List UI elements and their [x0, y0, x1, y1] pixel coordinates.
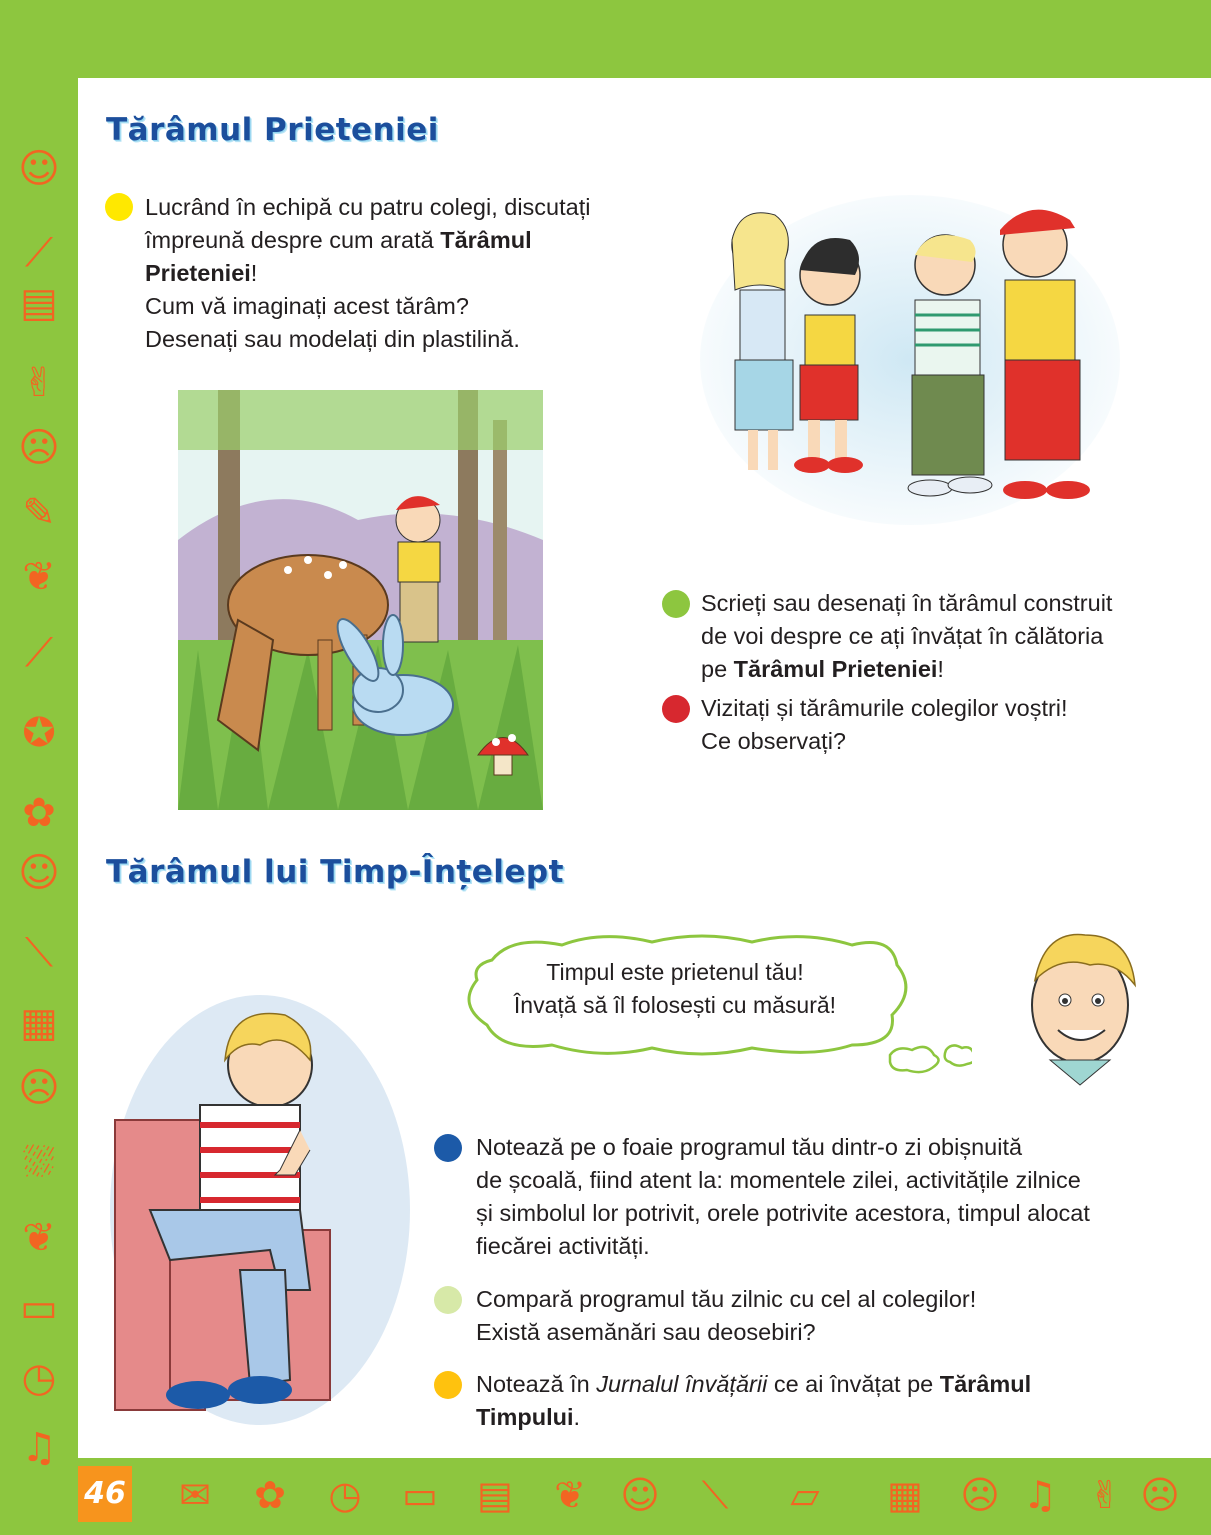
- sad-face-icon: ☹: [18, 1065, 60, 1111]
- blue-bullet: [434, 1134, 462, 1162]
- task-line: Notează în: [476, 1371, 597, 1397]
- calendar-icon: ▦: [887, 1473, 923, 1517]
- book-icon: ▱: [790, 1473, 820, 1517]
- task-line: Cum vă imaginați acest tărâm?: [145, 293, 469, 319]
- task-line: și simbolul lor potrivit, orele potrivite acestora, timpul alocat: [476, 1200, 1090, 1226]
- victory-hand-icon: ✌: [1089, 1473, 1121, 1517]
- task-line: Vizitați și tărâmurile colegilor voștri!: [701, 695, 1068, 721]
- task-discuss-friendship: [145, 191, 665, 356]
- task-visit-colleagues: [701, 692, 1171, 758]
- apple-icon: ❦: [22, 554, 56, 600]
- task-line: Compară programul tău zilnic cu cel al colegilor!: [476, 1286, 977, 1312]
- notebook-icon: ▤: [20, 280, 58, 326]
- page-number: 46: [78, 1466, 132, 1522]
- task-line: pe: [701, 656, 734, 682]
- pencil-icon: ✎: [22, 490, 56, 536]
- bubble-line: Timpul este prietenul tău!: [546, 959, 804, 985]
- bold-term: Tărâmul: [440, 227, 532, 253]
- thought-bubble-text: [470, 956, 880, 1022]
- sad-face-icon: ☹: [960, 1473, 1000, 1517]
- task-line: de voi despre ce ați învățat în călătoria: [701, 623, 1104, 649]
- task-line: Scrieți sau desenați în tărâmul construit: [701, 590, 1113, 616]
- sad-face-icon: ☹: [18, 425, 60, 471]
- toothbrush-icon: ⟍: [701, 1473, 729, 1517]
- yellow-bullet: [105, 193, 133, 221]
- section-title-friendship: Tărâmul Prieteniei: [106, 112, 439, 148]
- task-write-draw: [701, 587, 1171, 686]
- bold-term: Tărâmul Prieteniei: [733, 656, 938, 682]
- ticket-icon: ▭: [402, 1473, 438, 1517]
- task-line: de școală, fiind atent la: momentele zilei, activitățile zilnice: [476, 1167, 1081, 1193]
- bubble-line: Învață să îl folosești cu măsură!: [513, 992, 837, 1018]
- music-note-icon: ♫: [21, 1425, 57, 1471]
- smiling-boy-illustration: [1010, 925, 1150, 1090]
- apple-icon: ❦: [22, 1215, 56, 1261]
- task-compare-program: [476, 1283, 1166, 1349]
- task-line: ce ai învățat pe: [767, 1371, 940, 1397]
- music-note-icon: ♫: [1022, 1473, 1058, 1517]
- victory-hand-icon: ✌: [22, 360, 56, 406]
- orange-bullet: [434, 1371, 462, 1399]
- palette-icon: ✿: [22, 790, 56, 836]
- pen-icon: ⟋: [25, 630, 53, 676]
- children-group-illustration: [700, 190, 1120, 530]
- italic-term: Jurnalul învățării: [596, 1371, 768, 1397]
- shower-icon: ⛆: [23, 1140, 55, 1186]
- task-line: Există asemănări sau deosebiri?: [476, 1319, 816, 1345]
- light-green-bullet: [434, 1286, 462, 1314]
- task-line: !: [937, 656, 944, 682]
- section-title-time: Tărâmul lui Timp-Înțelept: [106, 854, 564, 890]
- task-line: Ce observați?: [701, 728, 846, 754]
- medal-icon: ✪: [22, 710, 56, 756]
- task-line: Desenați sau modelați din plastilină.: [145, 326, 520, 352]
- smiley-icon: ☺: [620, 1473, 660, 1517]
- bottom-decorative-strip: [0, 1458, 1211, 1535]
- calendar-icon: ▦: [20, 1000, 58, 1046]
- apple-icon: ❦: [554, 1473, 586, 1517]
- task-learning-journal: [476, 1368, 1166, 1434]
- task-line: .: [573, 1404, 581, 1430]
- task-line: împreună despre cum arată: [145, 227, 441, 253]
- task-line: !: [250, 260, 258, 286]
- neutral-face-icon: ☺: [18, 850, 60, 896]
- task-line: Lucrând în echipă cu patru colegi, discutați: [145, 194, 591, 220]
- brush-icon: ⟋: [25, 230, 53, 276]
- red-bullet: [662, 695, 690, 723]
- notebook-icon: ▤: [477, 1473, 513, 1517]
- boy-checking-watch-illustration: [110, 990, 410, 1430]
- clock-icon: ◷: [328, 1473, 362, 1517]
- clock-icon: ◷: [21, 1355, 57, 1401]
- bold-term: Prieteniei: [145, 260, 251, 286]
- task-line: Notează pe o foaie programul tău dintr-o zi obișnuită: [476, 1134, 1023, 1160]
- bold-term: Timpului: [476, 1404, 574, 1430]
- toothbrush-icon: ⟍: [25, 930, 53, 976]
- angry-face-icon: ☹: [1140, 1473, 1180, 1517]
- ticket-icon: ▭: [20, 1285, 58, 1331]
- forest-animals-illustration: [178, 390, 543, 810]
- left-decorative-strip: [0, 78, 78, 1471]
- palette-icon: ✿: [254, 1473, 286, 1517]
- task-line: fiecărei activități.: [476, 1233, 650, 1259]
- green-bullet: [662, 590, 690, 618]
- bold-term: Tărâmul: [939, 1371, 1032, 1397]
- envelope-icon: ✉: [179, 1473, 211, 1517]
- task-daily-program: [476, 1131, 1166, 1263]
- smiley-icon: ☺: [18, 146, 60, 192]
